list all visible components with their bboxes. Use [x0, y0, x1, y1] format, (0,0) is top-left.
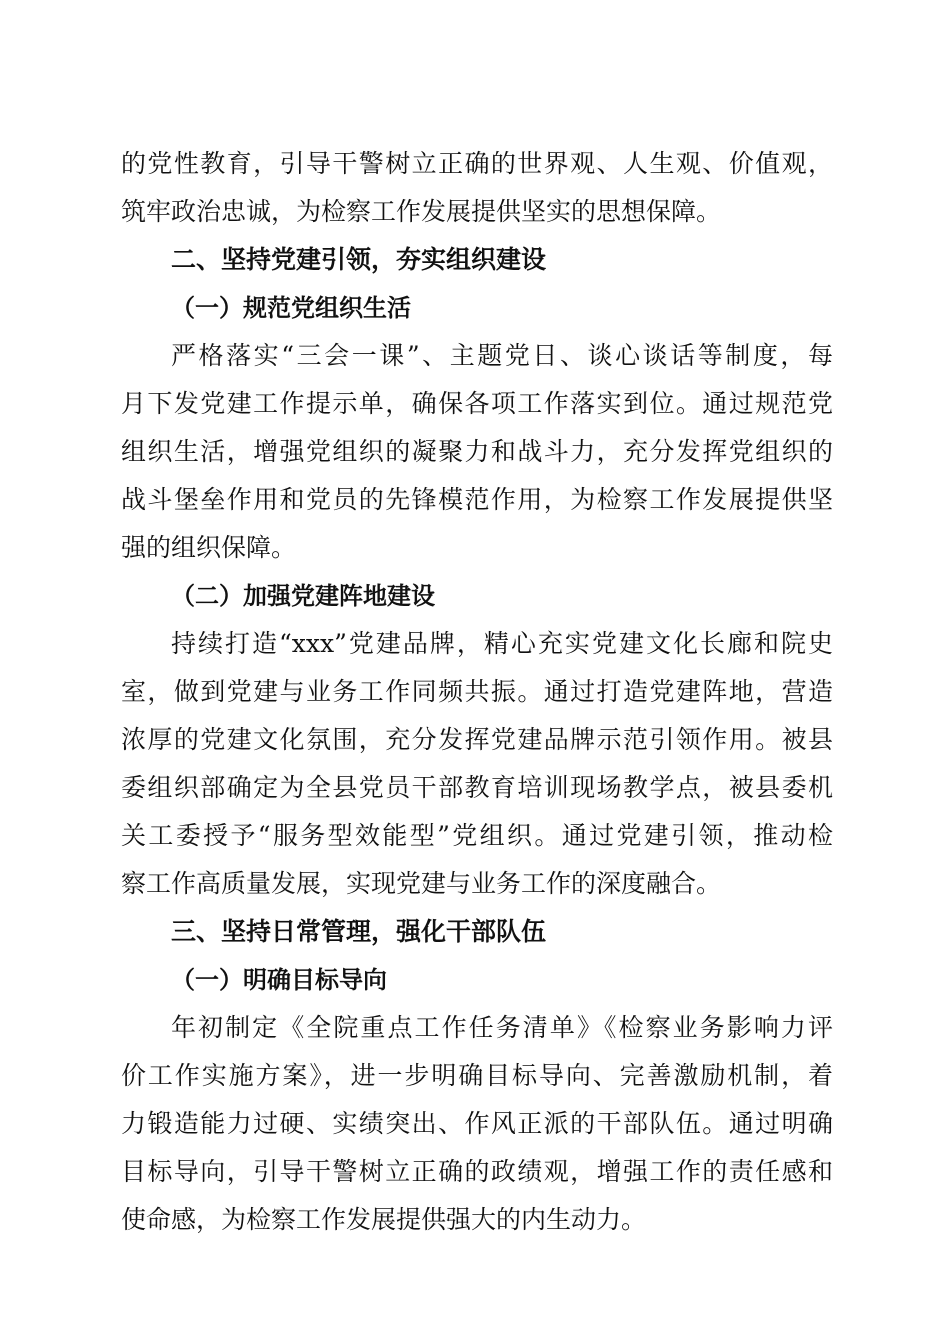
paragraph-line: 目标导向，引导干警树立正确的政绩观，增强工作的责任感和 [121, 1157, 833, 1186]
paragraph-line: 持续打造“xxx”党建品牌，精心充实党建文化长廊和院史 [171, 629, 833, 658]
paragraph-line: 年初制定《全院重点工作任务清单》《检察业务影响力评 [171, 1013, 833, 1042]
paragraph-line: 室，做到党建与业务工作同频共振。通过打造党建阵地，营造 [121, 677, 833, 706]
paragraph-line: 关工委授予“服务型效能型”党组织。通过党建引领，推动检 [121, 821, 833, 850]
subsection-heading: （二）加强党建阵地建设 [171, 581, 435, 610]
subsection-heading: （一）规范党组织生活 [171, 293, 411, 322]
section-heading: 三、坚持日常管理，强化干部队伍 [171, 917, 547, 946]
paragraph-line: 察工作高质量发展，实现党建与业务工作的深度融合。 [121, 869, 722, 898]
paragraph-line: 力锻造能力过硬、实绩突出、作风正派的干部队伍。通过明确 [121, 1109, 833, 1138]
paragraph-line: 使命感，为检察工作发展提供强大的内生动力。 [121, 1205, 647, 1234]
paragraph-line: 月下发党建工作提示单，确保各项工作落实到位。通过规范党 [121, 389, 833, 418]
paragraph-line: 强的组织保障。 [121, 533, 297, 562]
paragraph-line: 价工作实施方案》，进一步明确目标导向、完善激励机制，着 [121, 1061, 833, 1090]
paragraph-line: 筑牢政治忠诚，为检察工作发展提供坚实的思想保障。 [121, 197, 722, 226]
subsection-heading: （一）明确目标导向 [171, 965, 387, 994]
document-body [121, 140, 833, 1244]
paragraph-line: 浓厚的党建文化氛围，充分发挥党建品牌示范引领作用。被县 [121, 725, 833, 754]
paragraph-line: 组织生活，增强党组织的凝聚力和战斗力，充分发挥党组织的 [121, 437, 833, 466]
paragraph-line: 严格落实“三会一课”、主题党日、谈心谈话等制度，每 [171, 341, 833, 370]
paragraph-line: 的党性教育，引导干警树立正确的世界观、人生观、价值观， [121, 149, 833, 178]
paragraph-line: 战斗堡垒作用和党员的先锋模范作用，为检察工作发展提供坚 [121, 485, 833, 514]
section-heading: 二、坚持党建引领，夯实组织建设 [171, 245, 547, 274]
paragraph-line: 委组织部确定为全县党员干部教育培训现场教学点，被县委机 [121, 773, 833, 802]
